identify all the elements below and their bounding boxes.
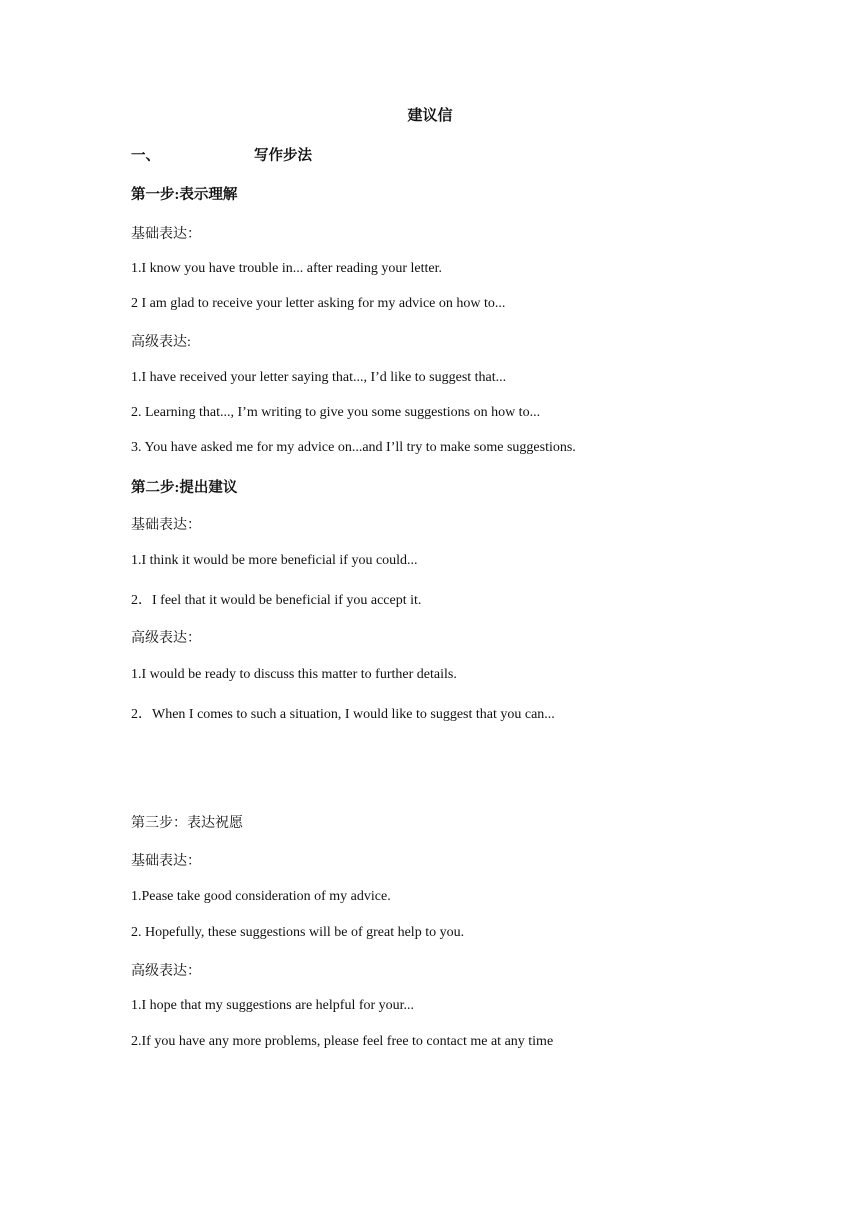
step1-basic-item: 1.I know you have trouble in... after reading your letter. (131, 261, 443, 276)
step3-basic-item: 2. Hopefully, these suggestions will be of great help to you. (131, 925, 465, 940)
step3-heading: 第三步：表达祝愿 (131, 816, 243, 831)
step2-heading: 第二步:提出建议 (131, 480, 238, 496)
step1-advanced-item: 3. You have asked me for my advice on...and I’ll try to make some suggestions. (131, 440, 576, 455)
step1-basic-label: 基础表达： (131, 227, 201, 242)
step3-basic-label: 基础表达： (131, 854, 201, 869)
step2-advanced-item: 1.I would be ready to discuss this matter to further details. (131, 667, 457, 682)
step1-advanced-label: 高级表达: (131, 335, 191, 350)
step3-advanced-item: 2.If you have any more problems, please feel free to contact me at any time (131, 1034, 554, 1049)
section-number: 一、 (131, 148, 160, 164)
step3-advanced-label: 高级表达： (131, 964, 201, 979)
step1-advanced-item: 2. Learning that..., I’m writing to give you some suggestions on how to... (131, 405, 541, 420)
step2-basic-label: 基础表达： (131, 518, 201, 533)
step1-heading: 第一步:表示理解 (131, 187, 238, 203)
step2-advanced-item: 2．When I comes to such a situation, I would like to suggest that you can... (131, 707, 555, 722)
step2-advanced-label: 高级表达： (131, 631, 201, 646)
step1-basic-item: 2 I am glad to receive your letter asking for my advice on how to... (131, 296, 506, 311)
step1-advanced-item: 1.I have received your letter saying that..., I’d like to suggest that... (131, 370, 507, 385)
section-title: 写作步法 (254, 148, 312, 164)
step2-basic-item: 1.I think it would be more beneficial if you could... (131, 553, 418, 568)
step3-advanced-item: 1.I hope that my suggestions are helpful for your... (131, 998, 415, 1013)
step2-basic-item: 2．I feel that it would be beneficial if you accept it. (131, 593, 422, 608)
document-title: 建议信 (407, 108, 453, 124)
step3-basic-item: 1.Pease take good consideration of my advice. (131, 889, 391, 904)
